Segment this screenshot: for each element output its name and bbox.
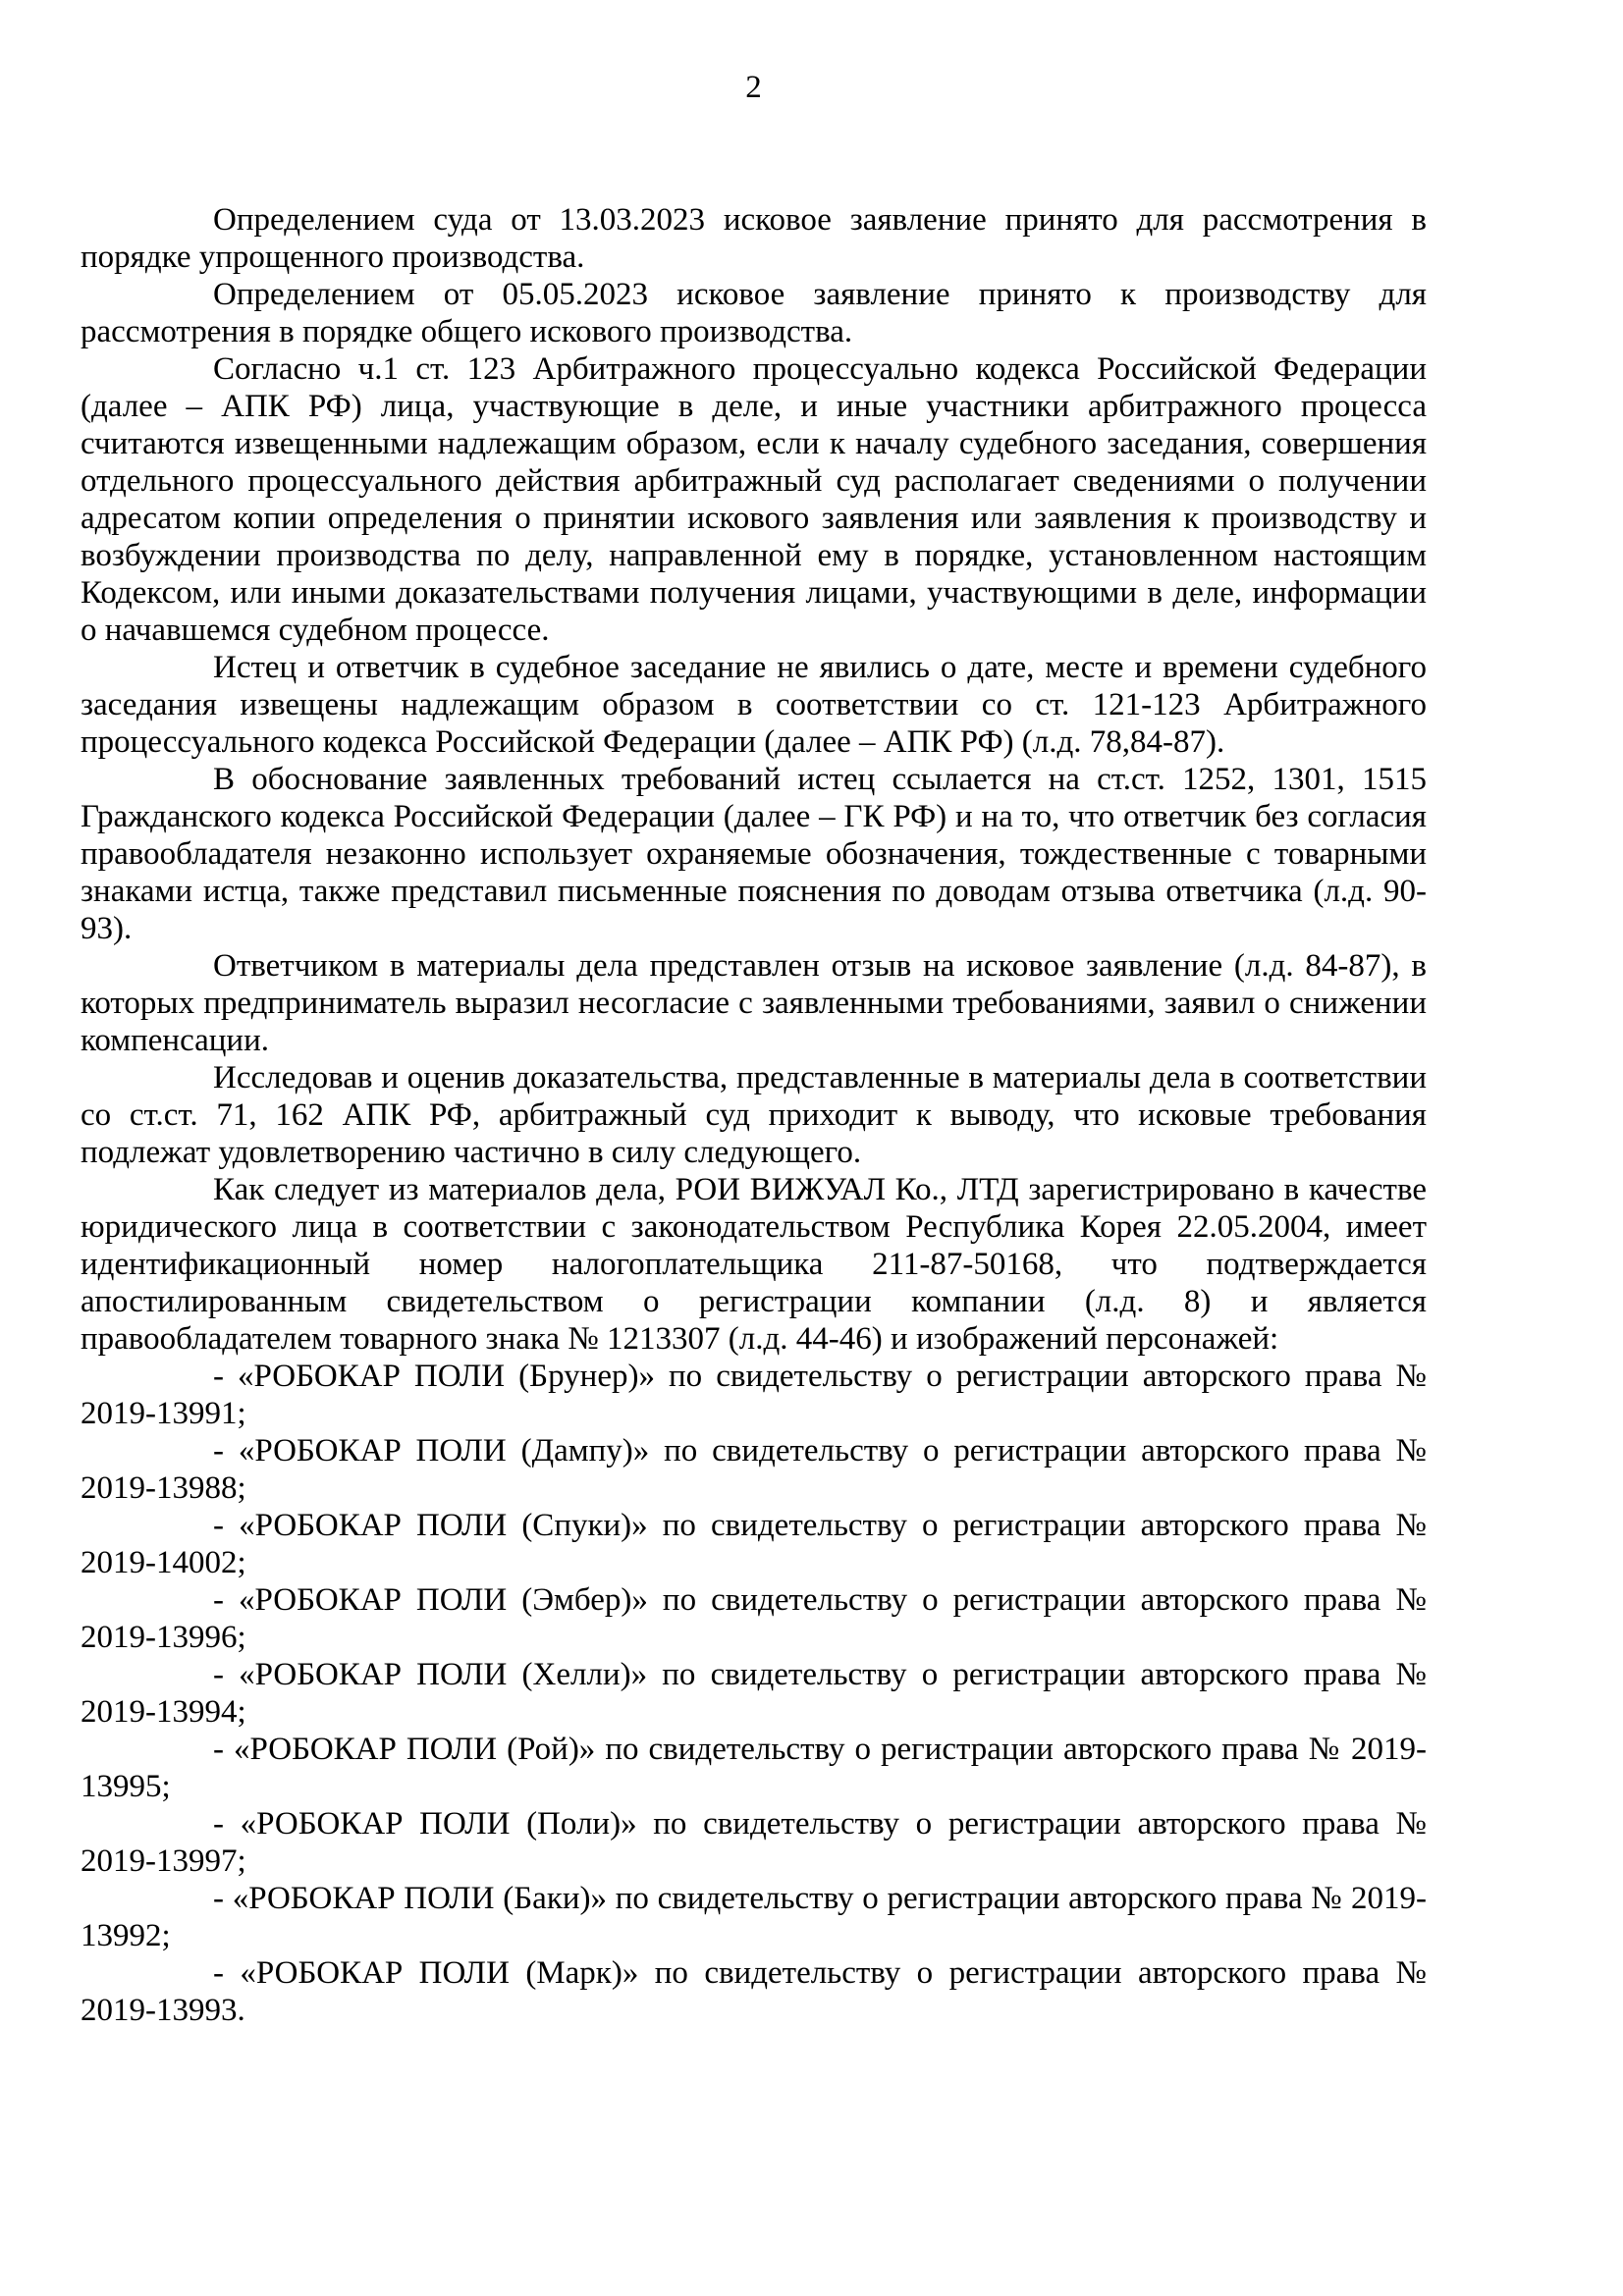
paragraph-ruling-simplified-procedure: Определением суда от 13.03.2023 исковое заявление принято для рассмотрения в порядке упрощенного производства. bbox=[81, 202, 1427, 275]
paragraph-claim-grounds: В обоснование заявленных требований истец ссылается на ст.ст. 1252, 1301, 1515 Гражданского кодекса Российской Федерации (далее – ГК РФ) и на то, что ответчик без согласия правообладателя незаконно использует охраняемые обозначения, тождественные с товарными знаками истца, также представил письменные пояснения по доводам отзыва ответчика (л.д. 90-93). bbox=[81, 762, 1427, 946]
list-item-character-roy: - «РОБОКАР ПОЛИ (Рой)» по свидетельству о регистрации авторского права № 2019-13995; bbox=[81, 1732, 1427, 1804]
list-item-character-poli: - «РОБОКАР ПОЛИ (Поли)» по свидетельству о регистрации авторского права № 2019-13997; bbox=[81, 1806, 1427, 1879]
list-item-character-bruner: - «РОБОКАР ПОЛИ (Брунер)» по свидетельству о регистрации авторского права № 2019-13991; bbox=[81, 1359, 1427, 1431]
list-item-character-spooky: - «РОБОКАР ПОЛИ (Спуки)» по свидетельству о регистрации авторского права № 2019-14002; bbox=[81, 1508, 1427, 1580]
paragraph-court-evaluation: Исследовав и оценив доказательства, представленные в материалы дела в соответствии со ст.ст. 71, 162 АПК РФ, арбитражный суд приходит к выводу, что исковые требования подлежат удовлетворению частично в силу следующего. bbox=[81, 1060, 1427, 1170]
page-number: 2 bbox=[745, 70, 762, 105]
paragraph-defendant-response: Ответчиком в материалы дела представлен отзыв на исковое заявление (л.д. 84-87), в которых предприниматель выразил несогласие с заявленными требованиями, заявил о снижении компенсации. bbox=[81, 948, 1427, 1058]
document-body bbox=[81, 201, 1427, 2029]
paragraph-roi-visual-registration: Как следует из материалов дела, РОИ ВИЖУАЛ Ко., ЛТД зарегистрировано в качестве юридического лица в соответствии с законодательством Республика Корея 22.05.2004, имеет идентификационный номер налогоплательщика 211-87-50168, что подтверждается апостилированным свидетельством о регистрации компании (л.д. 8) и является правообладателем товарного знака № 1213307 (л.д. 44-46) и изображений персонажей: bbox=[81, 1172, 1427, 1357]
list-item-character-amber: - «РОБОКАР ПОЛИ (Эмбер)» по свидетельству о регистрации авторского права № 2019-13996; bbox=[81, 1582, 1427, 1655]
paragraph-parties-absent: Истец и ответчик в судебное заседание не явились о дате, месте и времени судебного заседания извещены надлежащим образом в соответствии со ст. 121-123 Арбитражного процессуального кодекса Российской Федерации (далее – АПК РФ) (л.д. 78,84-87). bbox=[81, 650, 1427, 760]
paragraph-apc-notification-rules: Согласно ч.1 ст. 123 Арбитражного процессуально кодекса Российской Федерации (далее – АПК РФ) лица, участвующие в деле, и иные участники арбитражного процесса считаются извещенными надлежащим образом, если к началу судебного заседания, совершения отдельного процессуального действия арбитражный суд располагает сведениями о получении адресатом копии определения о принятии искового заявления или заявления к производству и возбуждении производства по делу, направленной ему в порядке, установленном настоящим Кодексом, или иными доказательствами получения лицами, участвующими в деле, информации о начавшемся судебном процессе. bbox=[81, 351, 1427, 648]
list-item-character-mark: - «РОБОКАР ПОЛИ (Марк)» по свидетельству о регистрации авторского права № 2019-13993. bbox=[81, 1955, 1427, 2028]
list-item-character-bucky: - «РОБОКАР ПОЛИ (Баки)» по свидетельству о регистрации авторского права № 2019-13992; bbox=[81, 1881, 1427, 1953]
list-item-character-helly: - «РОБОКАР ПОЛИ (Хелли)» по свидетельству о регистрации авторского права № 2019-13994; bbox=[81, 1657, 1427, 1730]
paragraph-ruling-general-procedure: Определением от 05.05.2023 исковое заявление принято к производству для рассмотрения в порядке общего искового производства. bbox=[81, 277, 1427, 349]
list-item-character-dampoo: - «РОБОКАР ПОЛИ (Дампу)» по свидетельству о регистрации авторского права № 2019-13988; bbox=[81, 1433, 1427, 1506]
